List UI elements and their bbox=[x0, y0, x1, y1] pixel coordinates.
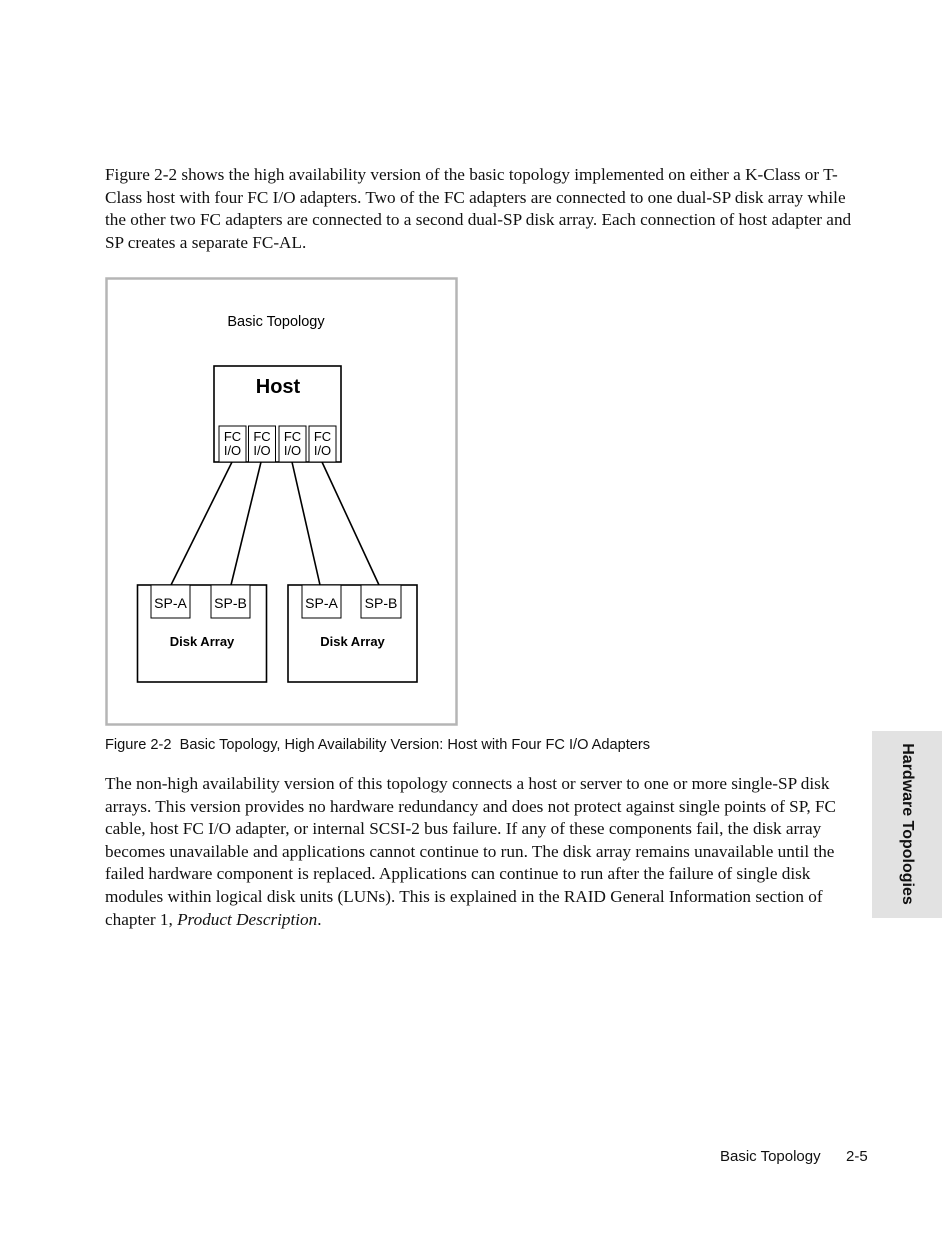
fc-adapter-label: I/O bbox=[313, 443, 332, 458]
fc-adapter-label: I/O bbox=[223, 443, 242, 458]
sp-a-label: SP-A bbox=[154, 595, 187, 611]
sp-a-label: SP-A bbox=[305, 595, 338, 611]
fc-adapter-label: FC bbox=[283, 429, 302, 444]
disk-array-label: Disk Array bbox=[320, 634, 385, 649]
disk-array-1 bbox=[138, 585, 267, 682]
fc-adapter-4 bbox=[309, 426, 336, 462]
figure-title: Basic Topology bbox=[227, 314, 325, 330]
page-number: 2-5 bbox=[846, 1148, 868, 1165]
intro-paragraph: Figure 2-2 shows the high availability version of the basic topology implemented on either a K-Class or T-Class host with four FC I/O adapters. Two of the FC adapters are connected to one dual-SP disk array while the other two FC adapters are connected to a second dual-SP disk array. Each connection of host adapter and SP creates a separate FC-AL. bbox=[105, 165, 852, 252]
fc-link-4 bbox=[322, 462, 379, 585]
host-label: Host bbox=[255, 376, 301, 398]
disk-array-2 bbox=[288, 585, 417, 682]
sp-b-label: SP-B bbox=[214, 595, 247, 611]
fc-adapter-label: I/O bbox=[253, 443, 271, 458]
body-paragraph bbox=[105, 773, 865, 931]
fc-adapter-label: FC bbox=[253, 429, 271, 444]
fc-link-1 bbox=[171, 462, 232, 585]
fc-link-2 bbox=[231, 462, 261, 585]
fc-adapter-2 bbox=[249, 426, 276, 462]
footer-section-title: Basic Topology bbox=[720, 1148, 821, 1165]
sp-b-label: SP-B bbox=[364, 595, 398, 611]
body-text-end: . bbox=[317, 909, 322, 929]
figure-caption: Figure 2-2 Basic Topology, High Availability Version: Host with Four FC I/O Adapters bbox=[105, 737, 651, 753]
fc-adapter-label: FC bbox=[223, 429, 242, 444]
fc-link-3 bbox=[292, 462, 320, 585]
product-description-reference: Product Description bbox=[177, 909, 318, 929]
fc-adapter-label: I/O bbox=[283, 443, 302, 458]
chapter-side-tab bbox=[872, 731, 942, 918]
disk-array-label: Disk Array bbox=[169, 634, 235, 649]
fc-adapter-1 bbox=[219, 426, 246, 462]
body-text: The non-high availability version of this topology connects a host or server to one or more single-SP disk arrays. This version provides no hardware redundancy and does not protect against single points of SP, FC cable, host FC I/O adapter, or internal SCSI-2 bus failure. If any of these components fail, the disk array becomes unavailable and applications cannot continue to run. The disk array remains unavailable until the failed hardware component is replaced. Applications can continue to run after the failure of single disk modules within logical disk units (LUNs). This is explained in the RAID General Information section of chapter 1, bbox=[105, 774, 836, 929]
chapter-tab-label: Hardware Topologies bbox=[899, 743, 916, 905]
fc-adapter-3 bbox=[279, 426, 306, 462]
fc-adapter-label: FC bbox=[313, 429, 332, 444]
